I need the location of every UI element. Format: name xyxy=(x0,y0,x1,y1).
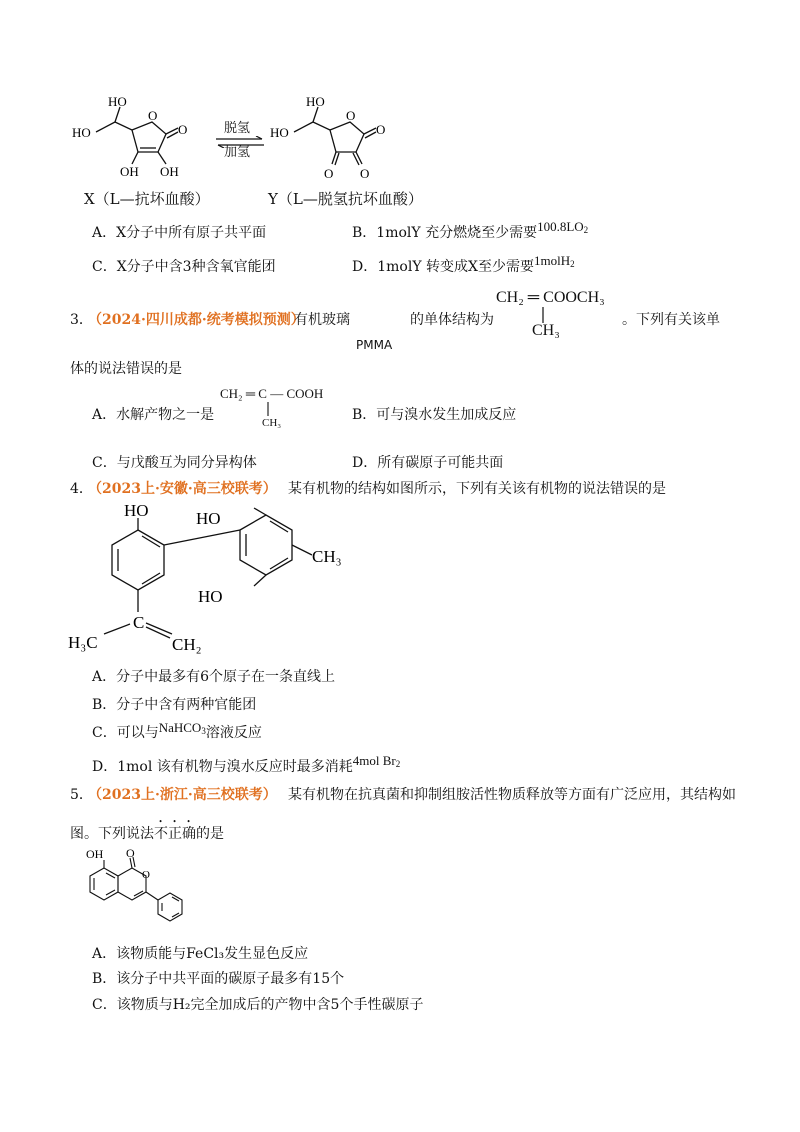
q2-option-b-formula: 100.8LO xyxy=(537,219,584,234)
methyl-label: H₃C xyxy=(68,633,98,652)
q5-number: 5． xyxy=(70,787,93,803)
q5-option-b: B．该分子中共平面的碳原子最多有15个 xyxy=(92,971,345,987)
q5-stem-lead: 图。下列说法 xyxy=(70,826,154,842)
hydrogenation-label: 加氢 xyxy=(224,145,251,160)
carbonyl-oxygen-label: O xyxy=(178,122,188,137)
q5-stem-part1: 某有机物在抗真菌和抑制组胺活性物质释放等方面有广泛应用，其结构如 xyxy=(288,787,736,803)
dehydrogenation-label: 脱氢 xyxy=(224,121,251,136)
acid-branch-bond xyxy=(265,402,271,416)
carbonyl-oxygen-label: O xyxy=(324,166,334,181)
dehydroascorbic-acid-structure-y xyxy=(268,92,398,182)
q2-option-d xyxy=(352,253,575,279)
hydroxyl-label: HO xyxy=(270,125,289,140)
q2-option-d-formula: 1molH xyxy=(533,253,571,268)
q4-option-d-formula: 4mol Br xyxy=(352,753,396,768)
q3-option-b: B．可与溴水发生加成反应 xyxy=(352,407,517,423)
q4-option-c xyxy=(92,720,262,745)
monomer-branch-bond xyxy=(540,307,546,323)
q4-option-c-pre: C．可以与 xyxy=(92,725,159,741)
acid-formula-bottom: CH₃ xyxy=(262,417,282,429)
q4-option-d xyxy=(92,753,401,779)
hydroxyl-label: HO xyxy=(124,501,149,520)
monomer-formula-top: CH₂ ═ COOCH₃ xyxy=(496,289,605,306)
q3-stem-part2: 的单体结构为 xyxy=(410,312,494,328)
ring-oxygen-label: O xyxy=(142,869,150,881)
q4-option-d-subscript: 2 xyxy=(395,759,401,769)
q4-stem: 某有机物的结构如图所示，下列有关该有机物的说法错误的是 xyxy=(288,481,666,497)
q2-option-a: A．X分子中所有原子共平面 xyxy=(92,225,267,241)
q5-emphasis: 不正确 xyxy=(154,826,196,842)
q2-option-b-subscript: 2 xyxy=(583,225,589,235)
q3-stem-part4: 体的说法错误的是 xyxy=(70,361,182,377)
hydroxyl-label: OH xyxy=(160,164,179,179)
hydroxyl-label: OH xyxy=(86,847,104,861)
q5-source: （2023上·浙江·高三校联考） xyxy=(88,787,277,803)
ascorbic-acid-structure-x xyxy=(70,92,200,182)
q4-option-c-post: 溶液反应 xyxy=(205,725,262,741)
q3-stem-part3: 。下列有关该单 xyxy=(622,312,720,328)
carbonyl-oxygen-label: O xyxy=(360,166,370,181)
q3-option-c: C．与戊酸互为同分异构体 xyxy=(92,455,257,471)
q4-option-a: A．分子中最多有6个原子在一条直线上 xyxy=(92,669,336,685)
hydroxyl-label: HO xyxy=(108,94,127,109)
q3-source: （2024·四川成都·统考模拟预测） xyxy=(88,312,305,328)
ring-oxygen-label: O xyxy=(346,108,356,123)
biphenyl-compound-structure xyxy=(68,500,368,660)
acid-formula-top: CH₂ ═ C — COOH xyxy=(220,386,324,401)
q3-option-a: A．水解产物之一是 xyxy=(92,407,215,423)
q5-stem-part2 xyxy=(70,818,224,843)
ring-oxygen-label: O xyxy=(148,108,158,123)
q2-option-d-subscript: 2 xyxy=(570,259,575,269)
q2-option-b-text: B．1molY 充分燃烧至少需要 xyxy=(352,225,538,241)
compound-y-label: Y（L—脱氢抗坏血酸） xyxy=(268,190,423,208)
hydroxyl-label: HO xyxy=(306,94,325,109)
carbonyl-oxygen-label: O xyxy=(376,122,386,137)
q4-option-c-subscript: 3 xyxy=(201,726,206,736)
q3-stem-part1: 有机玻璃 xyxy=(294,312,350,328)
q3-option-d: D．所有碳原子可能共面 xyxy=(352,455,504,471)
hydroxyl-label: OH xyxy=(120,164,139,179)
q4-number: 4． xyxy=(70,481,93,497)
q5-option-a: A．该物质能与FeCl₃发生显色反应 xyxy=(92,946,309,962)
q4-option-c-formula: NaHCO xyxy=(158,720,202,735)
q3-number: 3． xyxy=(70,312,93,328)
q4-option-b: B．分子中含有两种官能团 xyxy=(92,697,257,713)
methylene-label: CH₂ xyxy=(172,635,202,654)
methyl-label: CH₃ xyxy=(312,547,342,566)
compound-x-label: X（L—抗坏血酸） xyxy=(84,190,210,208)
q4-source: （2023上·安徽·高三校联考） xyxy=(88,481,277,497)
hydroxyl-label: HO xyxy=(72,125,91,140)
pmma-label: PMMA xyxy=(356,338,393,352)
monomer-formula-bottom: CH₃ xyxy=(532,322,560,339)
hydroxyl-label: HO xyxy=(196,509,221,528)
q2-option-d-text: D．1molY 转变成X至少需要 xyxy=(352,259,534,275)
carbonyl-oxygen-label: O xyxy=(126,846,135,860)
q2-option-b xyxy=(352,219,589,245)
carbon-label: C xyxy=(133,613,145,632)
isocoumarin-compound-structure xyxy=(70,846,190,936)
q5-option-c: C．该物质与H₂完全加成后的产物中含5个手性碳原子 xyxy=(92,997,424,1013)
q5-stem-tail: 的是 xyxy=(196,826,224,842)
hydroxyl-label: HO xyxy=(198,587,223,606)
q2-option-c: C．X分子中含3种含氧官能团 xyxy=(92,259,276,275)
q4-option-d-pre: D．1mol 该有机物与溴水反应时最多消耗 xyxy=(92,759,353,775)
